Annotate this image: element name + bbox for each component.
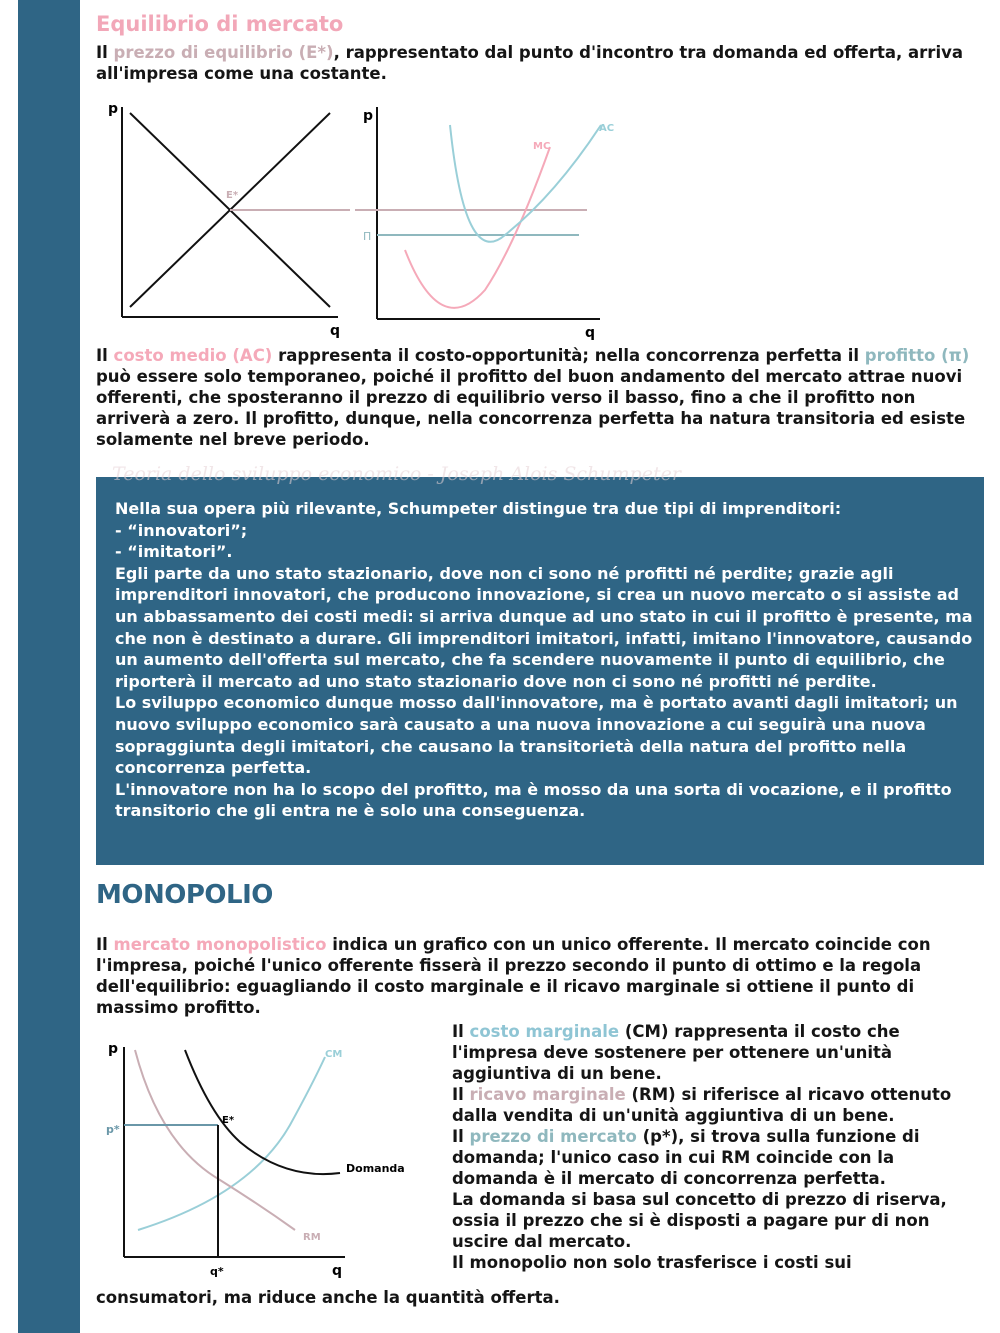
text-pre: Il (452, 1127, 470, 1146)
term-costo-marginale: costo marginale (469, 1022, 620, 1041)
graph-monopolio (100, 1035, 420, 1280)
rm-label: RM (303, 1232, 321, 1243)
ac-label: AC (599, 123, 615, 134)
last-line-b: consumatori, ma riduce anche la quantità offerta. (96, 1288, 560, 1307)
price-label: Π (363, 230, 372, 243)
abbr-cm: (CM) (624, 1022, 669, 1041)
cm-label: CM (325, 1049, 343, 1060)
term-prezzo-mercato: prezzo di mercato (469, 1127, 637, 1146)
domanda-paragraph: La domanda si basa sul concetto di prezzo di riserva, ossia il prezzo che si è disposti a pagare pur di non uscire dal mercato. (452, 1190, 947, 1251)
cost-paragraph (96, 345, 976, 450)
text-post: , si trova sulla funzione di domanda; l'unico caso in cui RM coincide con la domanda è il mercato di concorrenza perfetta. (452, 1127, 920, 1188)
cm-paragraph (452, 1021, 984, 1084)
mc-curve (405, 147, 550, 308)
text-pre: Il (452, 1085, 470, 1104)
abbr-ac: (AC) (232, 346, 273, 365)
term-ricavo-marginale: ricavo marginale (469, 1085, 626, 1104)
schumpeter-line: Egli parte da uno stato stazionario, dove non ci sono né profitti né perdite; grazie agli imprenditori innovatori, che producono innovazione, si crea un nuovo mercato o si assiste ad un abbassamento dei costi medi: si arriva dunque ad uno stato in cui il profitto è presente, ma che non è destinato a durare. Gli imprenditori imitatori, infatti, imitano l'innovatore, causando un aumento dell'offerta sul mercato, che fa scendere nuovamente il punto di equilibrio, che riporterà il mercato ad uno stato stazionario dove non ci sono né profitti né perdite. (115, 563, 973, 691)
rm-curve (135, 1050, 295, 1230)
e-label: E* (222, 1115, 235, 1126)
text-pre: Il (96, 43, 114, 62)
mc-label: MC (533, 141, 551, 152)
pm-paragraph (452, 1126, 984, 1189)
text-pre: Il (96, 935, 114, 954)
x-label: q (332, 1263, 343, 1279)
graph-supply-demand (100, 95, 350, 340)
x-label: q (585, 325, 596, 340)
text-pre: Il (96, 346, 114, 365)
abbr-rm: (RM) (631, 1085, 676, 1104)
intro-paragraph (96, 42, 976, 84)
schumpeter-line: Nella sua opera più rilevante, Schumpeter distingue tra due tipi di imprenditori: (115, 499, 842, 518)
text-post: rappresenta il costo che l'impresa deve sostenere per ottenere un'unità aggiuntiva di un bene. (452, 1022, 900, 1083)
schumpeter-line: Lo sviluppo economico dunque mosso dall'innovatore, ma è portato avanti dagli imitatori; un nuovo sviluppo economico sarà causato a una nuova innovazione a cui seguirà una nuova sopraggiunta degli imitatori, che causano la transitorietà della natura del profitto nella concorrenza perfetta. (115, 693, 958, 778)
term-mercato-monopolistico: mercato monopolistico (113, 935, 327, 954)
schumpeter-line: - “imitatori”. (115, 542, 233, 562)
monopolio-side-text (452, 1021, 984, 1273)
term-prezzo-equilibrio: prezzo di equilibrio (113, 43, 293, 62)
cm-curve (138, 1057, 325, 1230)
ac-curve (450, 125, 601, 242)
y-label: p (108, 1041, 119, 1057)
abbr-pi: (π) (941, 346, 970, 365)
p-star-label: p* (106, 1123, 120, 1136)
text-mid: rappresenta il costo-opportunità; nella concorrenza perfetta il (272, 346, 865, 365)
schumpeter-title: Teoria dello sviluppo economico - Joseph Alois Schumpeter (112, 463, 681, 485)
term-costo-medio: costo medio (113, 346, 227, 365)
domanda-label: Domanda (346, 1162, 405, 1175)
schumpeter-line: - “innovatori”; (115, 520, 248, 540)
text-post: si riferisce al ricavo ottenuto dalla vendita di un'unità aggiuntiva di un bene. (452, 1085, 952, 1125)
schumpeter-text (115, 498, 975, 822)
y-label: p (108, 101, 119, 117)
point-label: E* (226, 190, 239, 201)
text-pre: Il (452, 1022, 470, 1041)
abbr-p-star: (p*) (642, 1127, 679, 1146)
section-title-monopolio: MONOPOLIO (96, 880, 273, 910)
rm-paragraph (452, 1084, 984, 1126)
domanda-curve (185, 1049, 343, 1174)
schumpeter-line: L'innovatore non ha lo scopo del profitto, ma è mosso da una sorta di vocazione, e il profitto transitorio che gli entra ne è solo una conseguenza. (115, 779, 952, 821)
side-bar (18, 0, 80, 1333)
term-profitto: profitto (864, 346, 936, 365)
monopolio-intro (96, 934, 981, 1018)
q-star-label: q* (210, 1265, 224, 1278)
y-label: p (363, 108, 374, 124)
graph-cost-curves (355, 95, 615, 340)
last-line-a: Il monopolio non solo trasferisce i costi sui (452, 1253, 852, 1272)
text-post: , rappresentato dal punto d'incontro tra domanda ed offerta, arriva all'impresa come una costante. (96, 43, 963, 83)
section-title-equilibrio: Equilibrio di mercato (96, 12, 344, 36)
x-label: q (330, 323, 341, 339)
text-post: indica un grafico con un unico offerente. Il mercato coincide con l'impresa, poiché l'unico offerente fisserà il prezzo secondo il punto di ottimo e la regola dell'equilibrio: eguagliando il costo marginale e il ricavo marginale si ottiene il punto di massimo profitto. (96, 935, 931, 1017)
text-post: può essere solo temporaneo, poiché il profitto del buon andamento del mercato attrae nuovi offerenti, che sposteranno il prezzo di equilibrio verso il basso, fino a che il profitto non arriverà a zero. Il profitto, dunque, nella concorrenza perfetta ha natura transitoria ed esiste solamente nel breve periodo. (96, 367, 966, 449)
abbr-e-star: (E*) (298, 43, 334, 62)
